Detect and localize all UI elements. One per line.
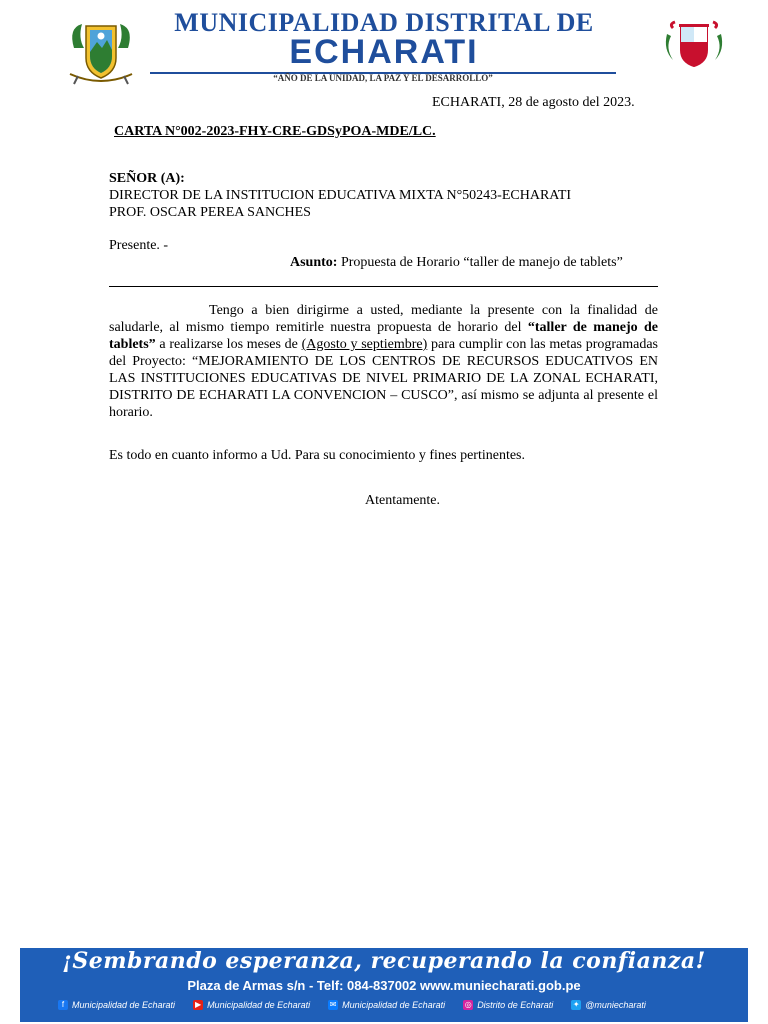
letter-date: ECHARATI, 28 de agosto del 2023. bbox=[432, 95, 635, 110]
social-label: Municipalidad de Echarati bbox=[342, 1000, 446, 1010]
body-paragraph bbox=[109, 302, 658, 421]
peru-coat-of-arms-logo bbox=[659, 20, 729, 68]
body-workshop-name: “taller de manejo de tablets” bbox=[109, 320, 658, 352]
social-facebook[interactable] bbox=[58, 1000, 175, 1010]
social-label: Distrito de Echarati bbox=[477, 1000, 554, 1010]
subject-divider bbox=[109, 286, 658, 287]
subject-label: Asunto: bbox=[290, 255, 338, 270]
body-text-1: Tengo a bien dirigirme a usted, mediante la presente con la finalidad de saludarle, al mismo tiempo remitirle nuestra propuesta de horario del bbox=[109, 303, 658, 335]
footer-banner bbox=[20, 948, 748, 1022]
social-youtube[interactable] bbox=[193, 1000, 310, 1010]
closing-paragraph: Es todo en cuanto informo a Ud. Para su conocimiento y fines pertinentes. bbox=[109, 448, 526, 463]
addressee-title: DIRECTOR DE LA INSTITUCION EDUCATIVA MIXTA N°50243-ECHARATI bbox=[109, 188, 572, 203]
letter-reference-number: CARTA N°002-2023-FHY-CRE-GDSyPOA-MDE/LC. bbox=[114, 124, 436, 139]
org-name-line2: ECHARATI bbox=[289, 33, 479, 71]
body-text-2: a realizarse los meses de bbox=[155, 337, 302, 352]
footer-slogan: ¡Sembrando esperanza, recuperando la confianza! bbox=[62, 948, 706, 974]
messenger-icon: ✉ bbox=[329, 1000, 337, 1009]
footer-contact: Plaza de Armas s/n - Telf: 084-837002 www.muniecharati.gob.pe bbox=[187, 978, 581, 993]
social-messenger[interactable] bbox=[328, 1000, 445, 1010]
social-label: Municipalidad de Echarati bbox=[207, 1000, 311, 1010]
org-name-line1: MUNICIPALIDAD DISTRITAL DE bbox=[174, 8, 594, 37]
municipal-crest-logo bbox=[64, 18, 138, 86]
salutation: SEÑOR (A): bbox=[109, 171, 185, 186]
presente-line: Presente. - bbox=[109, 238, 169, 253]
social-label: Municipalidad de Echarati bbox=[72, 1000, 176, 1010]
social-label: @muniecharati bbox=[585, 1000, 646, 1010]
youtube-icon: ▶ bbox=[194, 1000, 202, 1009]
facebook-icon: f bbox=[58, 1000, 68, 1010]
social-instagram[interactable] bbox=[463, 1000, 553, 1010]
subject-line bbox=[290, 255, 623, 271]
twitter-icon: ✦ bbox=[572, 1000, 580, 1009]
footer-social-links bbox=[58, 1000, 748, 1010]
subject-text: Propuesta de Horario “taller de manejo de tablets” bbox=[337, 255, 623, 270]
social-twitter[interactable] bbox=[571, 1000, 646, 1010]
body-months: (Agosto y septiembre) bbox=[301, 337, 428, 352]
year-motto: “AÑO DE LA UNIDAD, LA PAZ Y EL DESARROLLO” bbox=[273, 73, 493, 83]
addressee-name: PROF. OSCAR PEREA SANCHES bbox=[109, 205, 311, 220]
sign-off: Atentamente. bbox=[365, 493, 441, 508]
body-text-3: para cumplir con las metas programadas del Proyecto: “MEJORAMIENTO DE LOS CENTROS DE RECURSOS EDUCATIVOS EN LAS INSTITUCIONES EDUCATIVAS DE NIVEL PRIMARIO DE LA ZONAL ECHARATI, DISTRITO DE ECHARATI LA CONVENCION – CUSCO”, así mismo se adjunta al presente el horario. bbox=[109, 337, 659, 420]
instagram-icon: ◎ bbox=[464, 1000, 472, 1009]
